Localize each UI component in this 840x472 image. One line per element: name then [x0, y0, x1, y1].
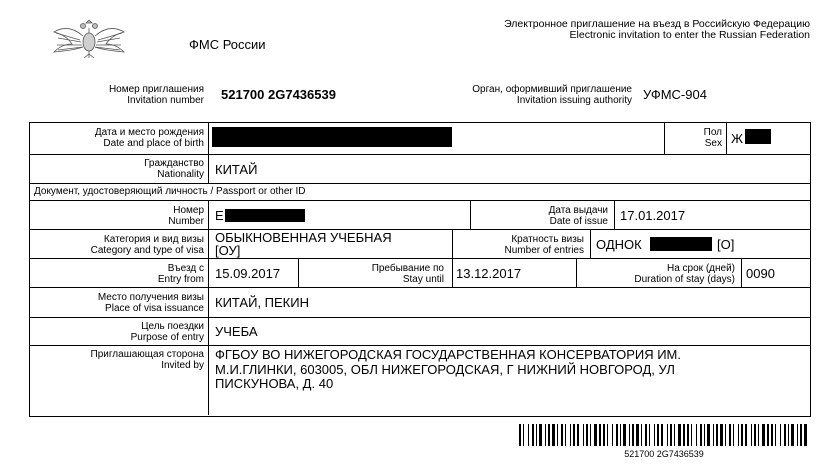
issue-date: 17.01.2017	[620, 208, 686, 223]
barcode-bar	[607, 424, 608, 446]
duration-label: На срок (дней) Duration of stay (days)	[634, 263, 735, 285]
barcode-bar	[649, 424, 650, 446]
barcode	[519, 424, 809, 446]
barcode-bar	[657, 424, 659, 446]
barcode-bar	[552, 424, 555, 446]
birth-label: Дата и место рождения Date and place of birth	[94, 127, 204, 149]
barcode-bar	[767, 424, 769, 446]
barcode-bar	[573, 424, 575, 446]
barcode-bar	[758, 424, 759, 446]
barcode-bar	[570, 424, 571, 446]
entries-suffix: [О]	[717, 237, 735, 252]
barcode-bar	[536, 424, 537, 446]
barcode-bar	[804, 424, 807, 446]
barcode-bar	[641, 424, 642, 446]
purpose-value: УЧЕБА	[215, 324, 258, 339]
barcode-bar	[670, 424, 672, 446]
barcode-bar	[745, 424, 747, 446]
barcode-bar	[704, 424, 705, 446]
barcode-bar	[741, 424, 743, 446]
sex-redacted	[745, 129, 771, 144]
barcode-bar	[645, 424, 647, 446]
barcode-bar	[632, 424, 634, 446]
barcode-bar	[780, 424, 781, 446]
barcode-bar	[565, 424, 566, 446]
barcode-bar	[548, 424, 550, 446]
barcode-bar	[678, 424, 681, 446]
barcode-bar	[528, 424, 529, 446]
barcode-bar	[713, 424, 714, 446]
barcode-bar	[797, 424, 798, 446]
stay-until-date: 13.12.2017	[456, 266, 522, 281]
barcode-bar	[623, 424, 626, 446]
barcode-bar	[791, 424, 794, 446]
purpose-label: Цель поездки Purpose of entry	[130, 321, 204, 343]
doc-number-label: Номер Number	[168, 205, 204, 227]
barcode-bar	[725, 424, 726, 446]
barcode-bar	[586, 424, 588, 446]
barcode-bar	[532, 424, 534, 446]
barcode-bar	[523, 424, 524, 446]
issue-date-label: Дата выдачи Date of issue	[548, 205, 608, 227]
barcode-bar	[616, 424, 618, 446]
barcode-bar	[696, 424, 697, 446]
barcode-bar	[784, 424, 786, 446]
sex-value: Ж	[731, 131, 744, 146]
invitation-number: 521700 2G7436539	[221, 87, 336, 102]
issuing-authority-label: Орган, оформивший приглашение Invitation issuing authority	[472, 84, 632, 106]
stay-until-label: Пребывание по Stay until	[371, 263, 444, 285]
document-title-ru: Электронное приглашение на въезд в Российскую Федерацию	[504, 18, 810, 30]
barcode-bar	[754, 424, 756, 446]
barcode-bar	[738, 424, 739, 446]
barcode-bar	[707, 424, 710, 446]
doc-number-prefix: E	[215, 208, 224, 223]
barcode-bar	[661, 424, 663, 446]
barcode-bar	[775, 424, 776, 446]
nationality-value: КИТАЙ	[215, 162, 258, 177]
entries-prefix: ОДНОК	[596, 237, 642, 252]
barcode-bar	[594, 424, 597, 446]
entry-from-label: Въезд с Entry from	[157, 263, 204, 285]
barcode-bar	[583, 424, 584, 446]
sex-label: Пол Sex	[703, 127, 722, 149]
birth-redacted	[212, 127, 452, 147]
barcode-bar	[691, 424, 692, 446]
barcode-bar	[687, 424, 689, 446]
barcode-bar	[599, 424, 601, 446]
inviting-party-label: Приглашающая сторона Invited by	[90, 349, 204, 371]
barcode-bar	[629, 424, 630, 446]
entry-from-date: 15.09.2017	[215, 266, 281, 281]
entries-label: Кратность визы Number of entries	[504, 234, 584, 256]
barcode-bar	[557, 424, 558, 446]
barcode-bar	[519, 424, 521, 446]
double-headed-eagle-icon	[50, 20, 128, 62]
barcode-bar	[683, 424, 685, 446]
barcode-bar	[751, 424, 752, 446]
document-title	[504, 19, 810, 41]
barcode-bar	[545, 424, 546, 446]
barcode-bar	[788, 424, 789, 446]
doc-number-redacted	[225, 209, 305, 222]
barcode-bar	[700, 424, 702, 446]
barcode-bar	[762, 424, 765, 446]
barcode-bar	[561, 424, 563, 446]
barcode-bar	[636, 424, 639, 446]
visa-place-value: КИТАЙ, ПЕКИН	[215, 295, 309, 310]
barcode-bar	[620, 424, 621, 446]
barcode-bar	[603, 424, 605, 446]
document-section-title: Документ, удостоверяющий личность / Passport or other ID	[34, 186, 306, 197]
barcode-bar	[590, 424, 591, 446]
agency-name: ФМС России	[189, 37, 266, 52]
barcode-bar	[733, 424, 734, 446]
visa-type-label: Категория и вид визы Category and type of visa	[90, 234, 204, 256]
barcode-text: 521700 2G7436539	[624, 449, 704, 459]
barcode-bar	[800, 424, 802, 446]
visa-type-value: ОБЫКНОВЕННАЯ УЧЕБНАЯ [ОУ]	[215, 230, 392, 258]
barcode-bar	[667, 424, 668, 446]
barcode-bar	[539, 424, 542, 446]
document-title-en: Electronic invitation to enter the Russian Federation	[569, 29, 810, 41]
barcode-bar	[612, 424, 613, 446]
duration-value: 0090	[746, 266, 775, 281]
barcode-bar	[654, 424, 655, 446]
entries-redacted	[650, 237, 712, 251]
issuing-authority: УФМС-904	[643, 87, 707, 102]
barcode-bar	[577, 424, 579, 446]
visa-place-label: Место получения визы Place of visa issuance	[97, 292, 204, 314]
invitation-number-label: Номер приглашения Invitation number	[108, 84, 204, 106]
barcode-bar	[720, 424, 723, 446]
barcode-bar	[674, 424, 675, 446]
nationality-label: Гражданство Nationality	[144, 158, 204, 180]
barcode-bar	[716, 424, 718, 446]
barcode-bar	[729, 424, 731, 446]
barcode-bar	[771, 424, 773, 446]
inviting-party-value: ФГБОУ ВО НИЖЕГОРОДСКАЯ ГОСУДАРСТВЕННАЯ КОНСЕРВАТОРИЯ ИМ. М.И.ГЛИНКИ, 603005, ОБЛ НИЖЕГОРОДСКАЯ, Г НИЖНИЙ НОВГОРОД, УЛ ПИСКУНОВА, Д. 40	[215, 347, 682, 391]
